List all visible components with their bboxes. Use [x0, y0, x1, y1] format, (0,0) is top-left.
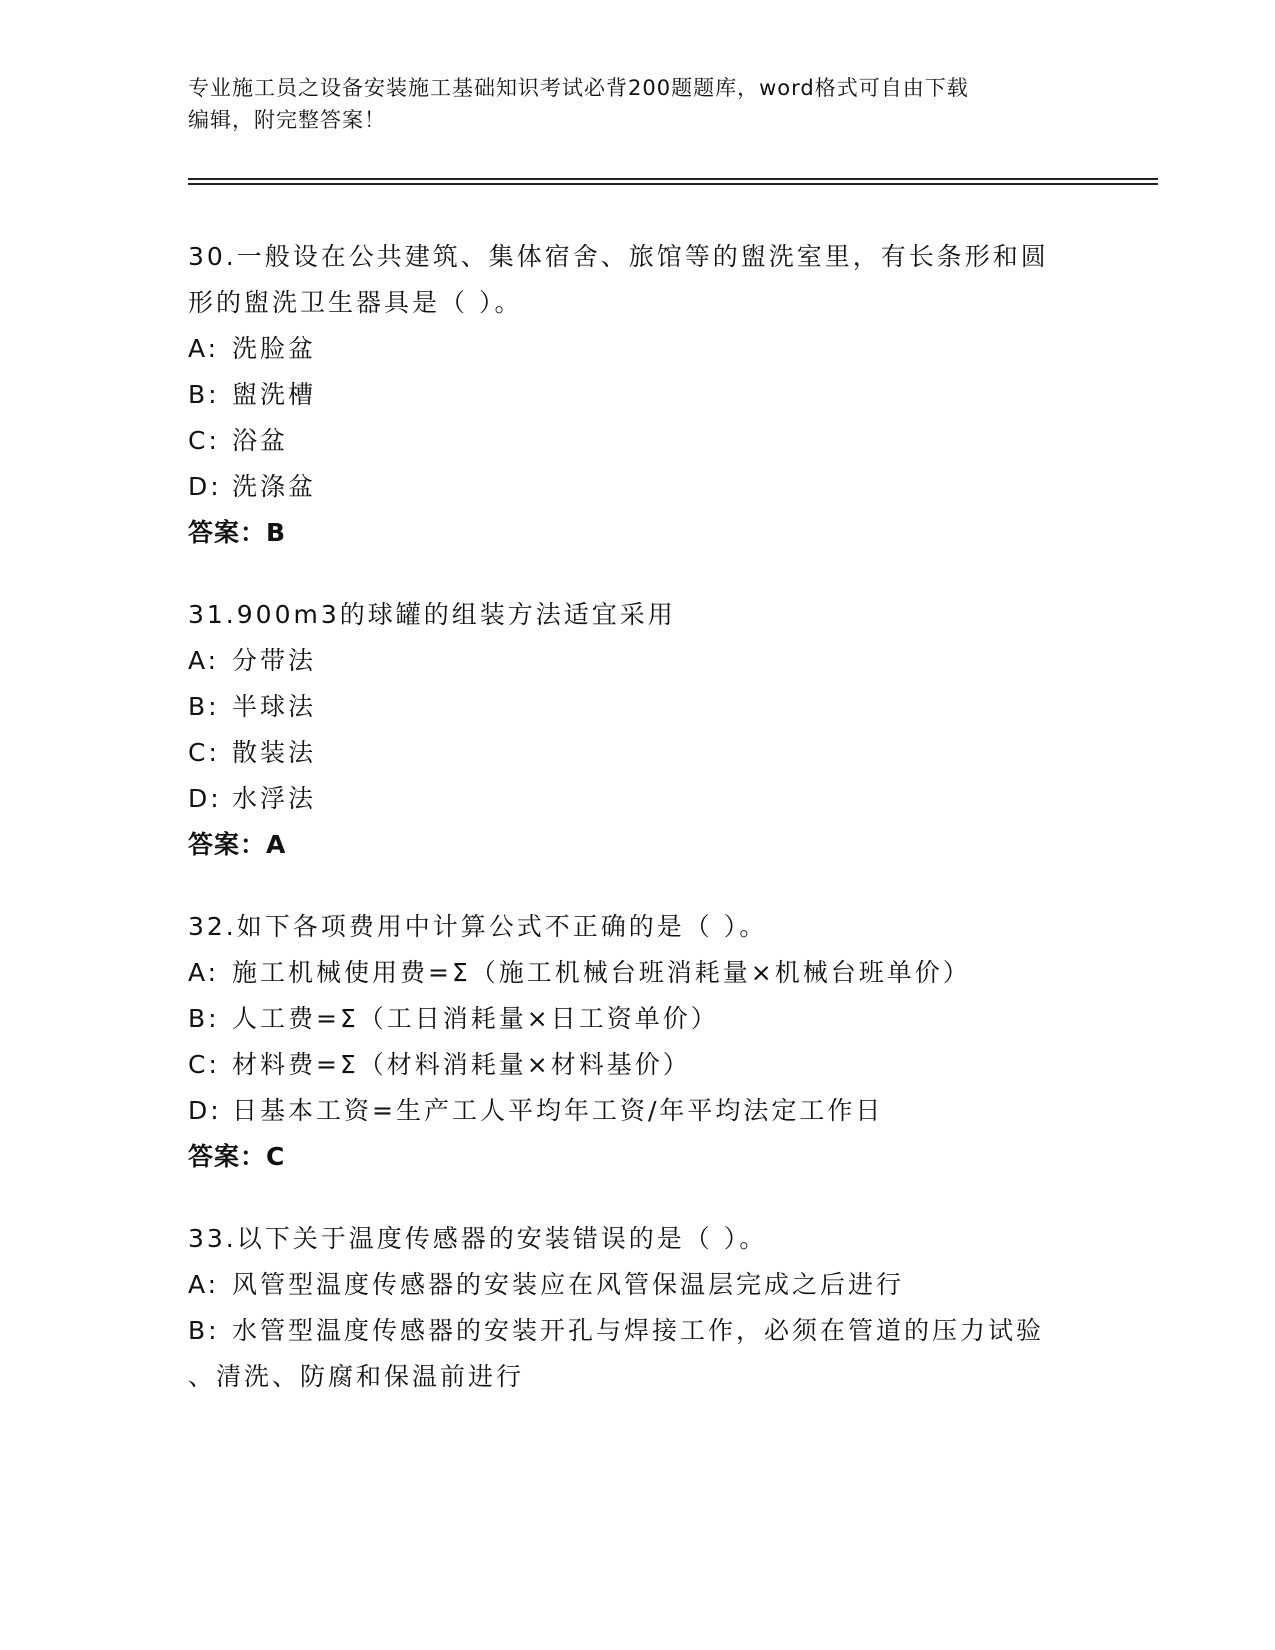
option-b	[188, 372, 1088, 418]
option-letter: C:	[188, 738, 220, 767]
option-a	[188, 326, 1088, 372]
option-text: 施工机械使用费=Σ（施工机械台班消耗量×机械台班单价）	[232, 958, 971, 987]
question-33	[188, 1216, 1088, 1400]
answer-line: 答案：A	[188, 830, 287, 859]
option-b	[188, 1308, 1088, 1354]
answer-line: 答案：C	[188, 1142, 286, 1171]
option-text: 浴盆	[232, 426, 289, 455]
option-text: 半球法	[232, 692, 317, 721]
option-a	[188, 638, 1088, 684]
option-b	[188, 996, 1088, 1042]
answer-line: 答案：B	[188, 518, 287, 547]
option-letter: B:	[188, 1316, 220, 1345]
question-list	[188, 234, 1088, 1436]
option-text: 分带法	[232, 646, 317, 675]
option-c	[188, 1042, 1088, 1088]
header-divider-bottom	[188, 183, 1158, 185]
option-letter: D:	[188, 784, 222, 813]
option-text: 风管型温度传感器的安装应在风管保温层完成之后进行	[232, 1270, 905, 1299]
option-text: 洗涤盆	[232, 472, 317, 501]
header-line-1: 专业施工员之设备安装施工基础知识考试必背200题题库，word格式可自由下载	[188, 76, 969, 100]
option-letter: C:	[188, 426, 220, 455]
question-30	[188, 234, 1088, 556]
option-letter: A:	[188, 958, 220, 987]
option-letter: A:	[188, 646, 220, 675]
question-31	[188, 592, 1088, 868]
option-c	[188, 730, 1088, 776]
option-continuation: 、清洗、防腐和保温前进行	[188, 1362, 525, 1391]
option-d	[188, 464, 1088, 510]
question-32	[188, 904, 1088, 1180]
option-letter: B:	[188, 1004, 220, 1033]
option-letter: A:	[188, 1270, 220, 1299]
header-divider-top	[188, 178, 1158, 180]
question-stem: 30.一般设在公共建筑、集体宿舍、旅馆等的盥洗室里，有长条形和圆	[188, 242, 1049, 271]
option-letter: A:	[188, 334, 220, 363]
option-a	[188, 1262, 1088, 1308]
option-a	[188, 950, 1088, 996]
question-stem: 31.900m3的球罐的组装方法适宜采用	[188, 600, 676, 629]
option-d	[188, 1088, 1088, 1134]
option-text: 水管型温度传感器的安装开孔与焊接工作，必须在管道的压力试验	[232, 1316, 1045, 1345]
option-c	[188, 418, 1088, 464]
header-line-2: 编辑，附完整答案！	[188, 108, 386, 132]
option-text: 水浮法	[232, 784, 317, 813]
option-letter: C:	[188, 1050, 220, 1079]
option-letter: D:	[188, 1096, 222, 1125]
option-text: 洗脸盆	[232, 334, 317, 363]
option-letter: B:	[188, 692, 220, 721]
option-letter: D:	[188, 472, 222, 501]
question-stem: 32.如下各项费用中计算公式不正确的是（ ）。	[188, 912, 768, 941]
document-header	[188, 72, 1088, 136]
option-text: 散装法	[232, 738, 317, 767]
option-text: 盥洗槽	[232, 380, 317, 409]
option-text: 日基本工资=生产工人平均年工资/年平均法定工作日	[232, 1096, 884, 1125]
option-text: 材料费=Σ（材料消耗量×材料基价）	[232, 1050, 691, 1079]
option-letter: B:	[188, 380, 220, 409]
option-b	[188, 684, 1088, 730]
question-stem: 33.以下关于温度传感器的安装错误的是（ ）。	[188, 1224, 768, 1253]
option-text: 人工费=Σ（工日消耗量×日工资单价）	[232, 1004, 719, 1033]
question-stem: 形的盥洗卫生器具是（ ）。	[188, 288, 523, 317]
option-d	[188, 776, 1088, 822]
